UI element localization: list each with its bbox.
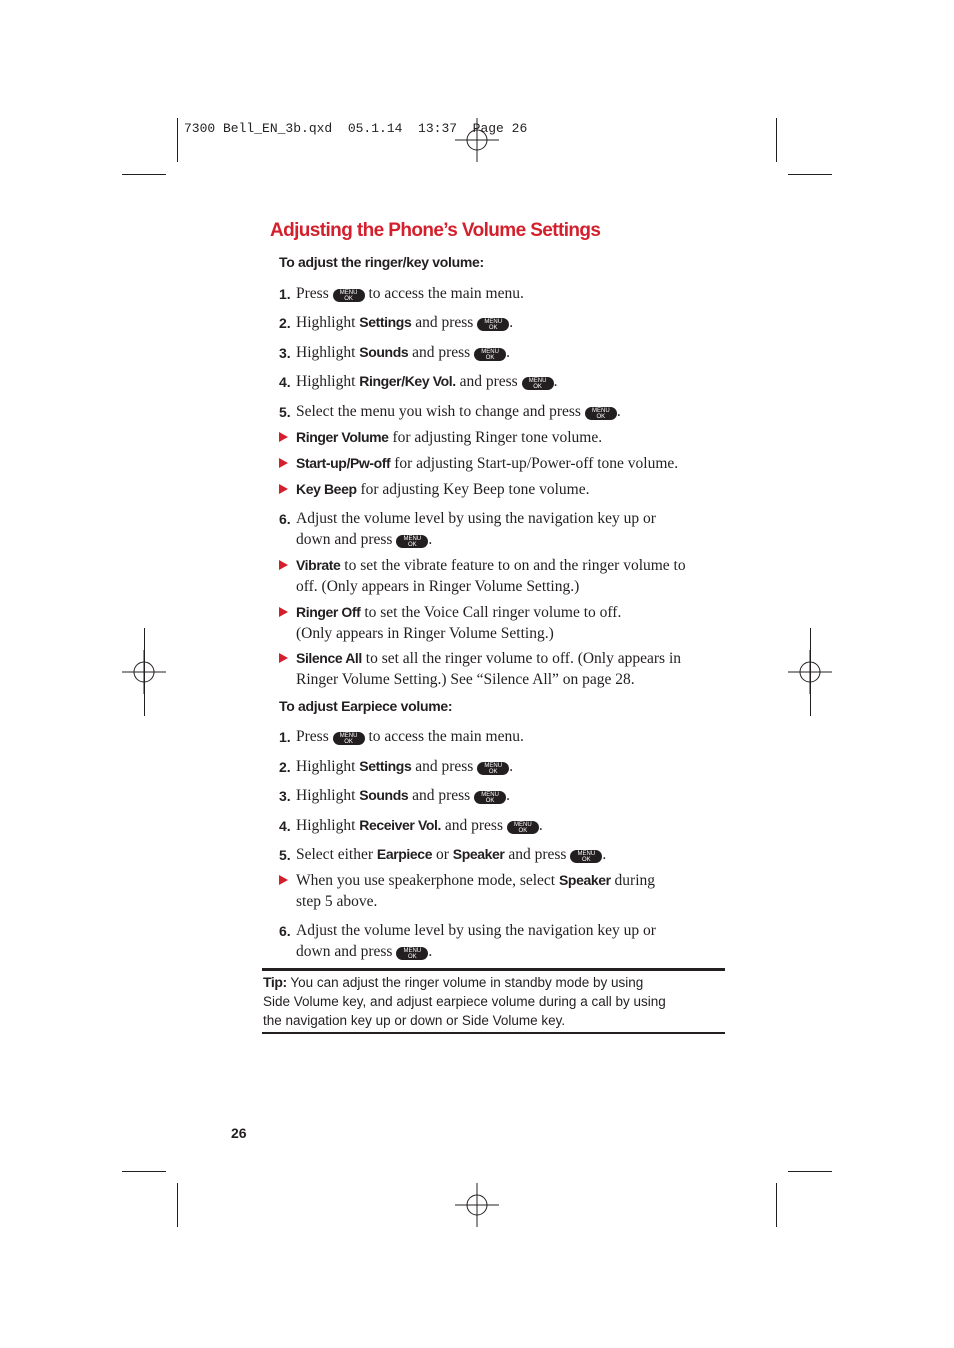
option-name: Ringer Off xyxy=(296,604,361,620)
bullet-text: to set the Voice Call ringer volume to off. xyxy=(360,604,622,621)
tip-line: the navigation key up or down or Side Volume key. xyxy=(263,1013,566,1028)
menu-ok-key-icon: MENU OK xyxy=(333,732,365,745)
bullet-arrow-icon xyxy=(279,653,288,663)
menu-ok-key-icon: MENU OK xyxy=(585,407,617,420)
step-text: and press xyxy=(504,846,571,863)
step-number: 1. xyxy=(279,286,291,302)
period: . xyxy=(428,531,433,548)
bullet-text: to set all the ringer volume to off. (Only appears in xyxy=(361,650,681,667)
step-text: Select the menu you wish to change and press xyxy=(296,403,585,420)
section-heading: To adjust the ringer/key volume: xyxy=(279,254,484,270)
tip-line: Side Volume key, and adjust earpiece volume during a call by using xyxy=(263,994,666,1009)
step-number: 5. xyxy=(279,404,291,420)
step-text: Adjust the volume level by using the navigation key up or xyxy=(296,922,656,939)
crop-mark xyxy=(810,628,811,716)
step-number: 2. xyxy=(279,759,291,775)
bullet-arrow-icon xyxy=(279,875,288,885)
step-text: and press xyxy=(411,314,478,331)
menu-ok-key-icon: MENU OK xyxy=(477,318,509,331)
step-text: down and press xyxy=(296,943,397,960)
menu-ok-key-icon: MENU OK xyxy=(507,821,539,834)
step-number: 4. xyxy=(279,818,291,834)
menu-ok-key-icon: MENU OK xyxy=(333,289,365,302)
bullet-arrow-icon xyxy=(279,432,288,442)
step-number: 3. xyxy=(279,788,291,804)
step-text: Highlight xyxy=(296,314,360,331)
period: . xyxy=(506,787,510,804)
tip-label: Tip: xyxy=(263,974,287,990)
period: . xyxy=(616,403,621,420)
step-text: and press xyxy=(408,787,475,804)
crop-mark xyxy=(788,174,832,175)
step-text: Press xyxy=(296,728,333,745)
crop-mark xyxy=(177,1183,178,1227)
option-name: Speaker xyxy=(558,872,611,888)
step-text: down and press xyxy=(296,531,397,548)
option-name: Silence All xyxy=(296,650,362,666)
crop-mark xyxy=(776,1183,777,1227)
bullet-text: for adjusting Key Beep tone volume. xyxy=(356,481,590,498)
menu-item-name: Receiver Vol. xyxy=(359,817,441,833)
step-number: 5. xyxy=(279,847,291,863)
page-title: Adjusting the Phone’s Volume Settings xyxy=(270,220,601,241)
period: . xyxy=(509,758,514,775)
bullet-arrow-icon xyxy=(279,560,288,570)
period: . xyxy=(602,846,607,863)
step-text: to access the main menu. xyxy=(364,285,524,302)
step-text: Select either xyxy=(296,846,377,863)
menu-item-name: Sounds xyxy=(359,344,409,360)
step-text: and press xyxy=(411,758,478,775)
step-number: 3. xyxy=(279,345,291,361)
step-number: 4. xyxy=(279,374,291,390)
menu-item-name: Settings xyxy=(359,758,412,774)
crop-mark xyxy=(122,1171,166,1172)
step-number: 1. xyxy=(279,729,291,745)
bullet-text: off. (Only appears in Ringer Volume Setting.) xyxy=(296,578,580,595)
tip-text xyxy=(263,973,723,1030)
bullet-text: during xyxy=(610,872,656,889)
period: . xyxy=(506,344,510,361)
menu-ok-key-icon: MENU OK xyxy=(522,377,554,390)
bullet-arrow-icon xyxy=(279,484,288,494)
menu-item-name: Ringer/Key Vol. xyxy=(359,373,456,389)
crop-mark xyxy=(776,118,777,162)
period: . xyxy=(509,314,514,331)
menu-ok-key-icon: MENU OK xyxy=(474,348,506,361)
period: . xyxy=(428,943,433,960)
bullet-arrow-icon xyxy=(279,607,288,617)
step-text: Highlight xyxy=(296,758,360,775)
option-name: Key Beep xyxy=(296,481,357,497)
menu-item-name: Sounds xyxy=(359,787,409,803)
option-name: Start-up/Pw-off xyxy=(296,455,391,471)
section-heading: To adjust Earpiece volume: xyxy=(279,698,453,714)
crop-mark xyxy=(144,628,145,716)
step-text: and press xyxy=(408,344,475,361)
menu-ok-key-icon: MENU OK xyxy=(396,947,428,960)
menu-item-name: Settings xyxy=(359,314,412,330)
page-number: 26 xyxy=(231,1125,247,1141)
menu-ok-key-icon: MENU OK xyxy=(474,791,506,804)
tip-line: You can adjust the ringer volume in standby mode by using xyxy=(286,975,644,990)
period: . xyxy=(553,373,558,390)
menu-ok-key-icon: MENU OK xyxy=(570,850,602,863)
print-slug: 7300 Bell_EN_3b.qxd 05.1.14 13:37 Page 26 xyxy=(184,121,528,136)
step-text: or xyxy=(432,846,453,863)
step-text: and press xyxy=(441,817,507,834)
registration-mark-icon xyxy=(455,1183,499,1227)
bullet-text: for adjusting Start-up/Power-off tone volume. xyxy=(390,455,679,472)
step-text: Adjust the volume level by using the navigation key up or xyxy=(296,510,656,527)
period: . xyxy=(538,817,543,834)
bullet-text: to set the vibrate feature to on and the ringer volume to xyxy=(340,557,686,574)
crop-mark xyxy=(177,118,178,162)
crop-mark xyxy=(122,174,166,175)
step-text: and press xyxy=(455,373,522,390)
step-text: Press xyxy=(296,285,333,302)
bullet-text: (Only appears in Ringer Volume Setting.) xyxy=(296,625,554,642)
bullet-text: When you use speakerphone mode, select xyxy=(296,872,559,889)
step-text: to access the main menu. xyxy=(364,728,524,745)
menu-item-name: Earpiece xyxy=(376,846,433,862)
menu-ok-key-icon: MENU OK xyxy=(396,535,428,548)
step-text: Highlight xyxy=(296,817,360,834)
bullet-text: Ringer Volume Setting.) See “Silence All” on page 28. xyxy=(296,671,635,688)
menu-ok-key-icon: MENU OK xyxy=(477,762,509,775)
step-number: 6. xyxy=(279,511,291,527)
bullet-arrow-icon xyxy=(279,458,288,468)
step-text: Highlight xyxy=(296,373,360,390)
menu-item-name: Speaker xyxy=(452,846,505,862)
bullet-text: for adjusting Ringer tone volume. xyxy=(388,429,603,446)
step-text: Highlight xyxy=(296,787,360,804)
step-number: 2. xyxy=(279,315,291,331)
crop-mark xyxy=(788,1171,832,1172)
bullet-text: step 5 above. xyxy=(296,893,378,910)
step-text: Highlight xyxy=(296,344,360,361)
step-number: 6. xyxy=(279,923,291,939)
option-name: Vibrate xyxy=(296,557,341,573)
option-name: Ringer Volume xyxy=(296,429,389,445)
